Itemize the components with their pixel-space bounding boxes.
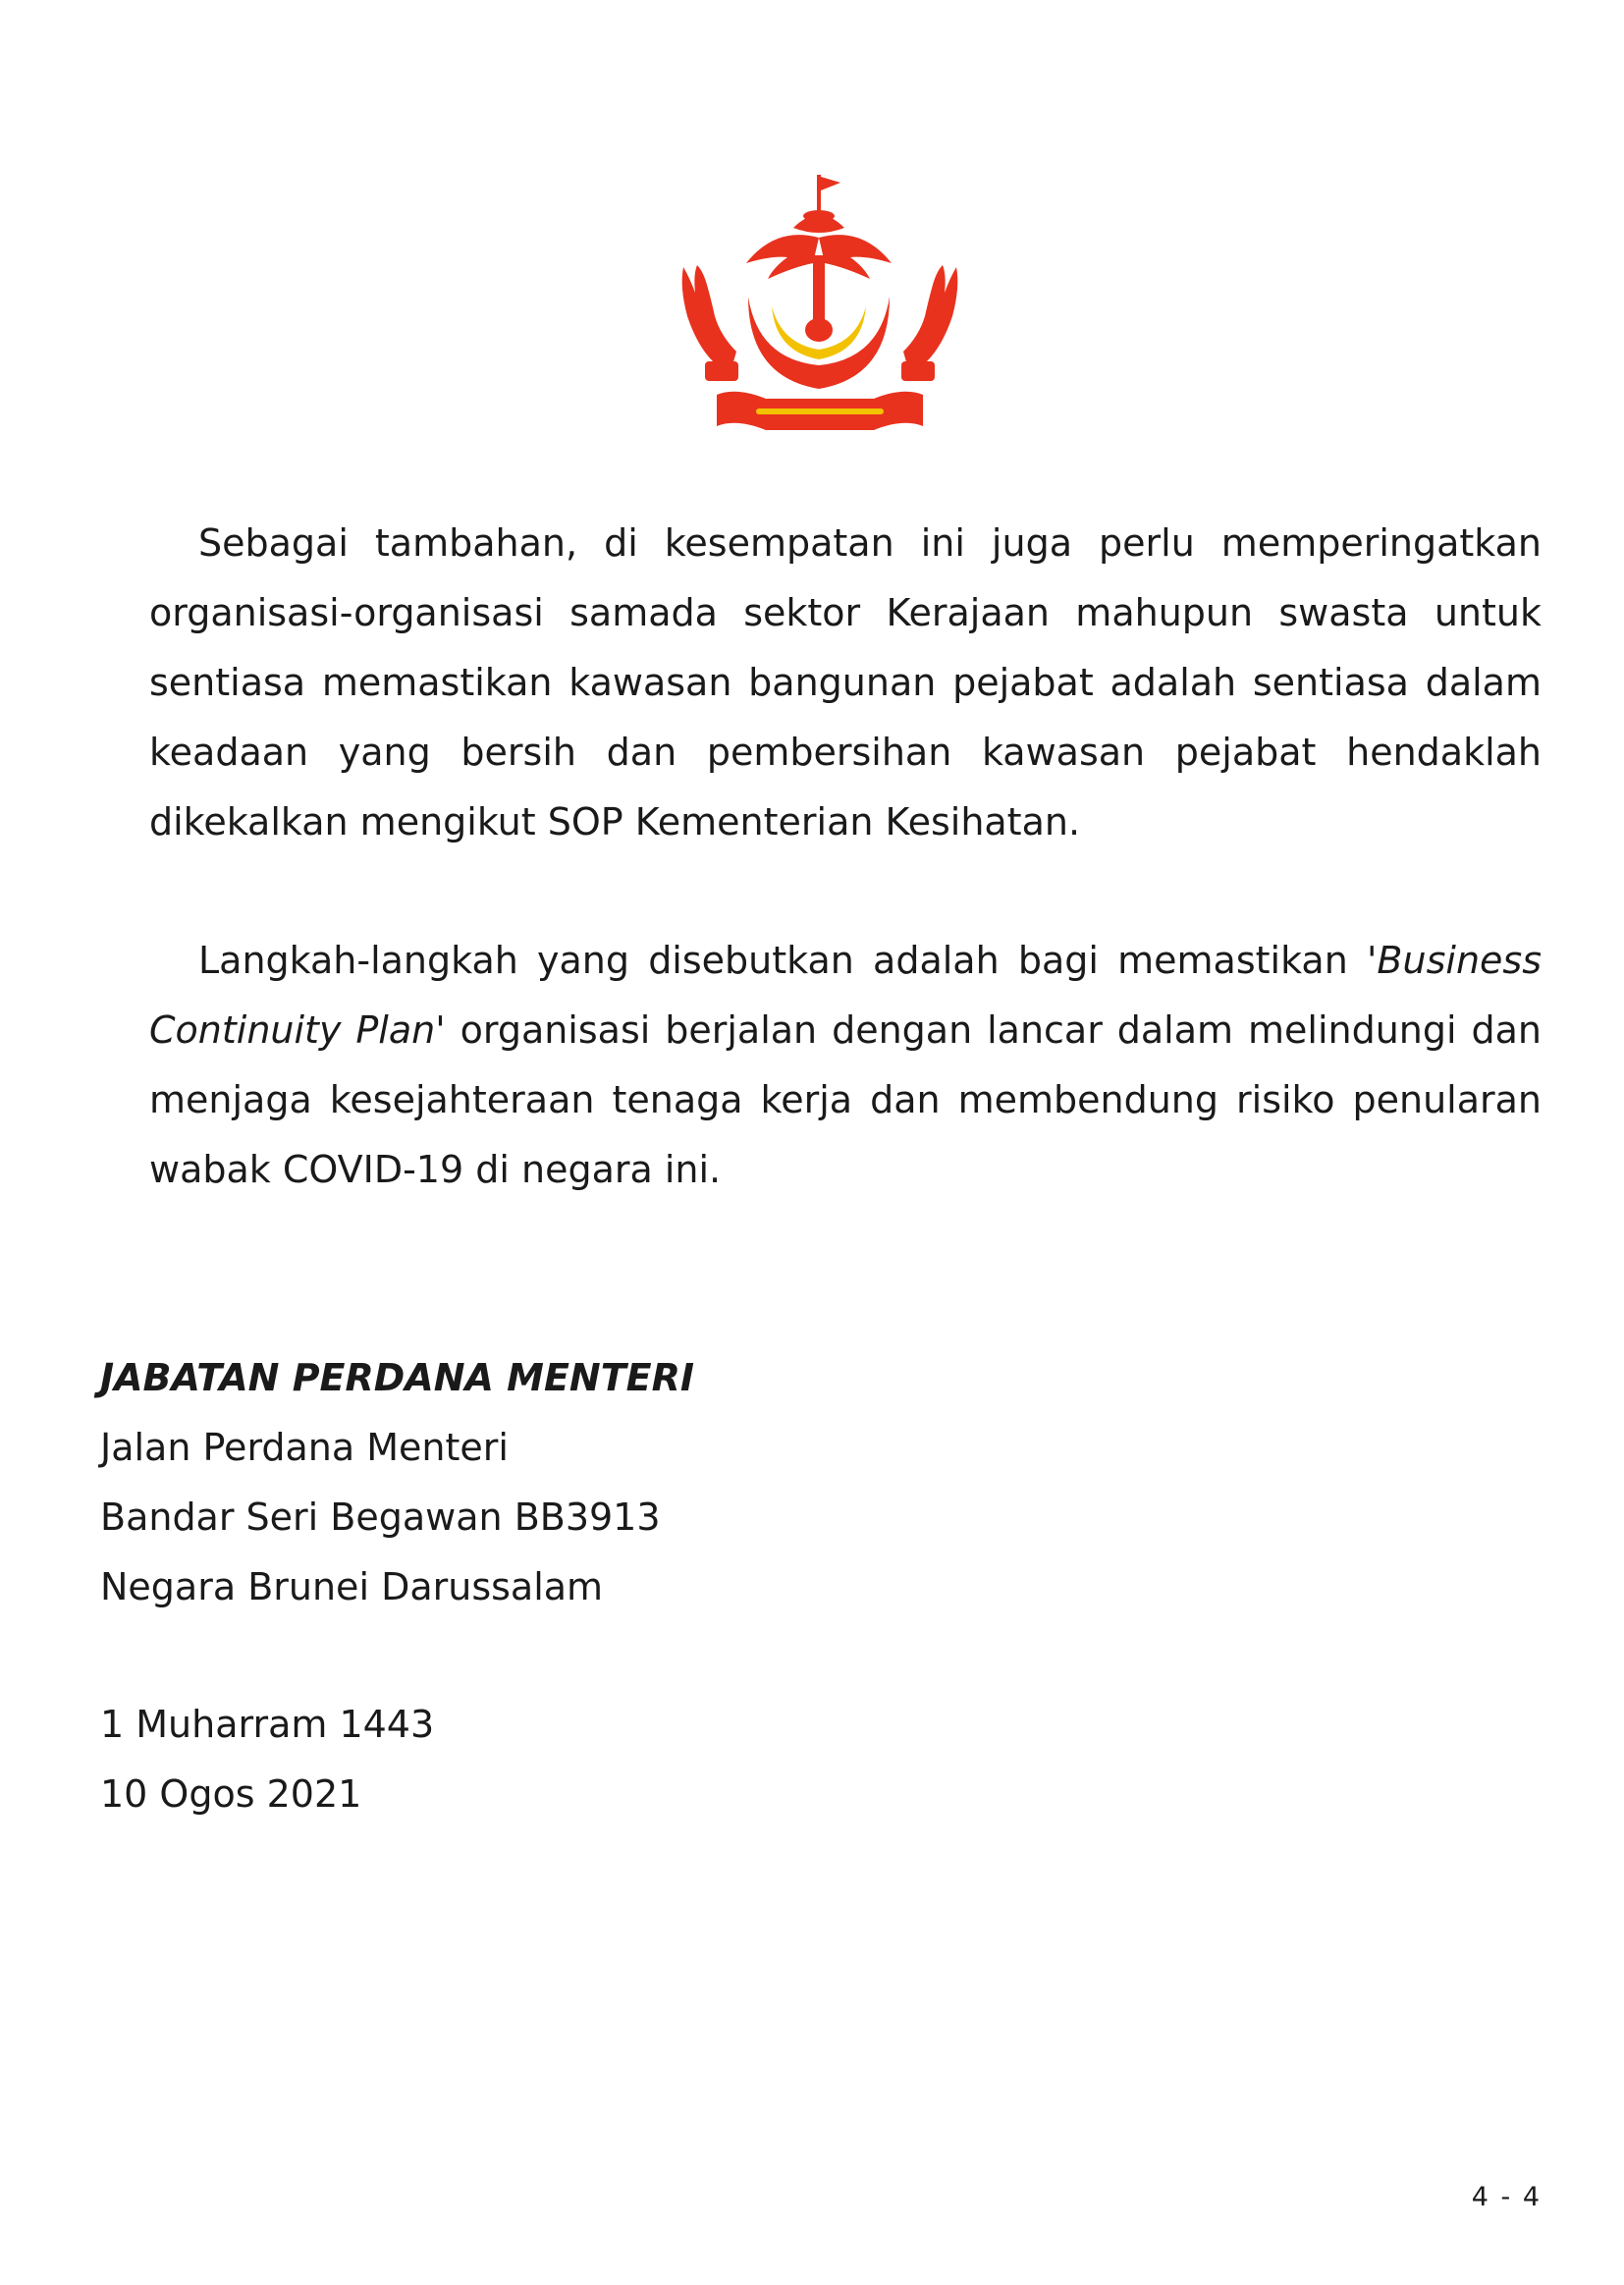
paragraph-1 [149, 509, 1542, 857]
sender-address-block [100, 1343, 984, 1622]
paragraph-2-text-end: organisasi berjalan dengan lancar dalam melindungi dan menjaga kesejahteraan tenaga kerja dan membendung risiko penularan wabak COVID-19 di negara ini. [149, 1008, 1542, 1191]
paragraph-2-text-start: Langkah-langkah yang disebutkan adalah bagi memastikan [198, 939, 1367, 982]
sender-organization: JABATAN PERDANA MENTERI [100, 1356, 695, 1399]
address-line: Bandar Seri Begawan BB3913 [100, 1496, 661, 1539]
hijri-date: 1 Muharram 1443 [100, 1703, 435, 1746]
gregorian-date: 10 Ogos 2021 [100, 1772, 362, 1816]
state-crest-icon [677, 169, 962, 436]
paragraph-1-text: Sebagai tambahan, di kesempatan ini juga perlu memperingatkan organisasi-organisasi samada sektor Kerajaan mahupun swasta untuk sentiasa memastikan kawasan bangunan pejabat adalah sentiasa dalam keadaan yang bersih dan pembersihan kawasan pejabat hendaklah dikekalkan mengikut SOP Kementerian Kesihatan. [149, 521, 1542, 843]
business-continuity-plan-term: 'Business Continuity Plan' [149, 939, 1542, 1052]
date-block [100, 1690, 689, 1829]
address-line: Negara Brunei Darussalam [100, 1565, 604, 1608]
page-number: 4 - 4 [1471, 2182, 1542, 2212]
paragraph-2 [149, 926, 1542, 1205]
address-line: Jalan Perdana Menteri [100, 1426, 509, 1469]
